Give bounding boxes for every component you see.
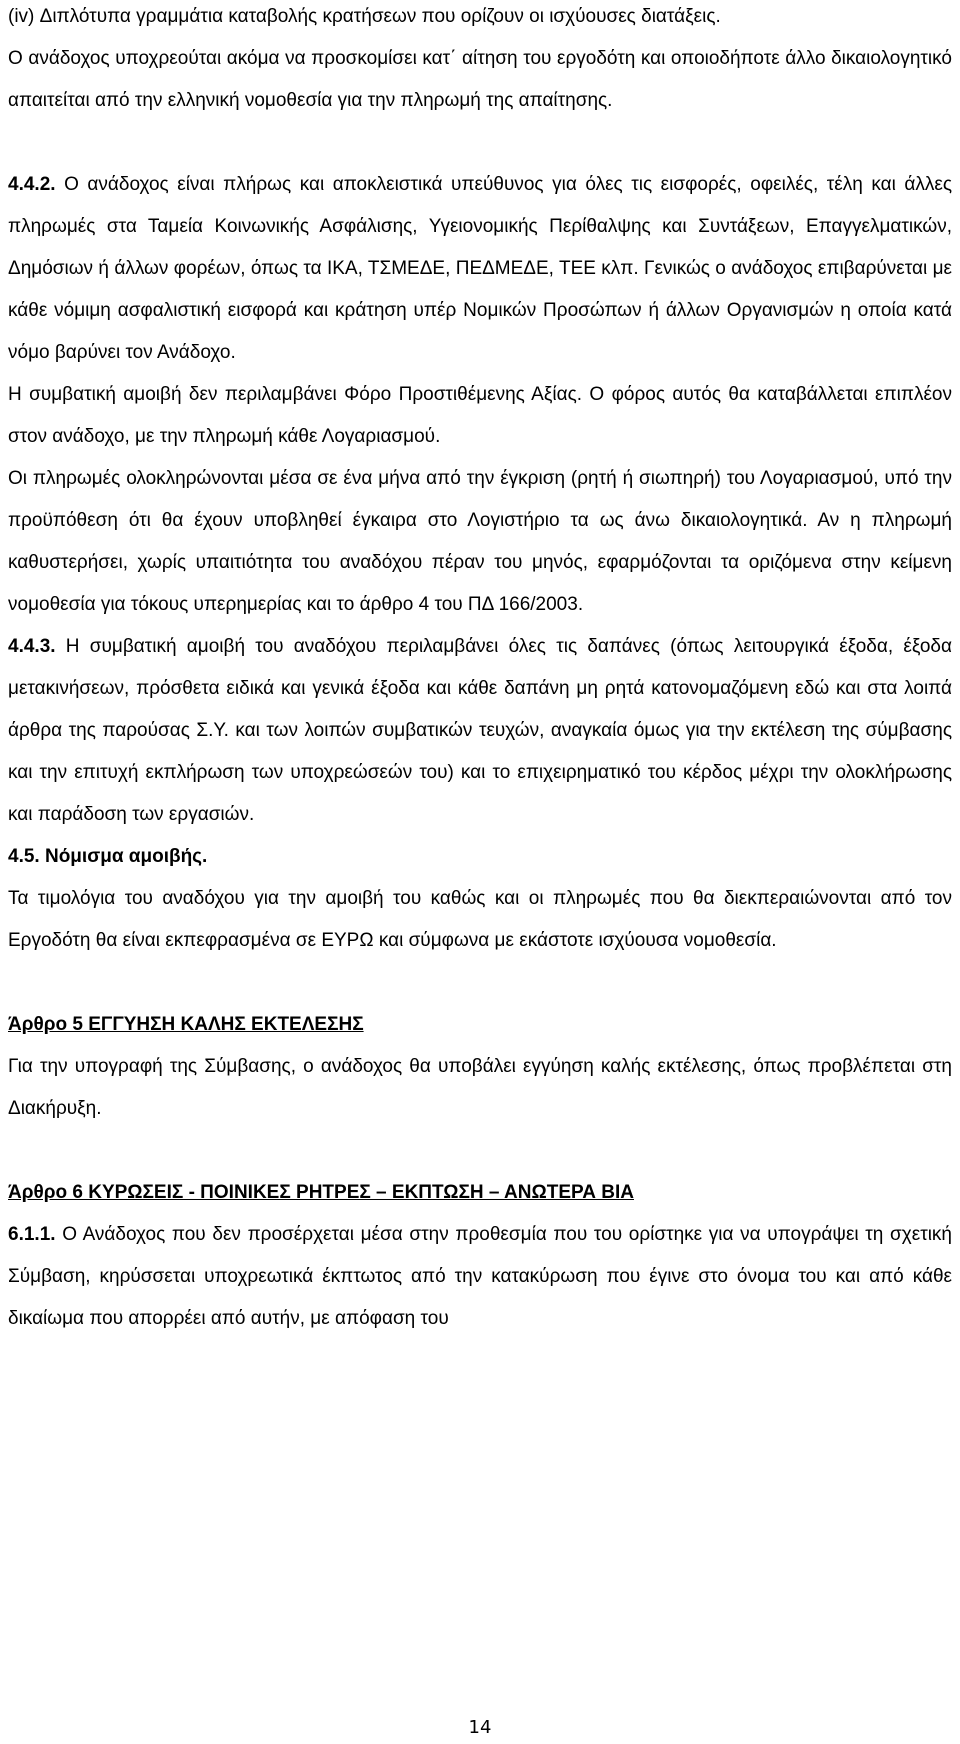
page-number: 14 (468, 1717, 492, 1738)
section-number-4-4-2: 4.4.2. (8, 174, 56, 195)
article-6-title: Άρθρο 6 ΚΥΡΩΣΕΙΣ - ΠΟΙΝΙΚΕΣ ΡΗΤΡΕΣ – ΕΚΠΤΩΣΗ – ΑΝΩΤΕΡΑ ΒΙΑ (8, 1182, 634, 1203)
paragraph-4-4-2 (8, 164, 952, 374)
section-number-4-4-3: 4.4.3. (8, 636, 56, 657)
paragraph-article-5: Για την υπογραφή της Σύμβασης, ο ανάδοχος θα υποβάλει εγγύηση καλής εκτέλεσης, όπως προβλέπεται στη Διακήρυξη. (8, 1056, 952, 1119)
section-number-6-1-1: 6.1.1. (8, 1224, 56, 1245)
spacer (8, 1130, 952, 1172)
section-text-4-4-3: Η συμβατική αμοιβή του αναδόχου περιλαμβάνει όλες τις δαπάνες (όπως λειτουργικά έξοδα, έξοδα μετακινήσεων, πρόσθετα ειδικά και γενικά έξοδα και κάθε δαπάνη μη ρητά κατονομαζόμενη εδώ και στα λοιπά άρθρα της παρούσας Σ.Υ. και των λοιπών συμβατικών τευχών, αναγκαία όμως για την εκτέλεση της σύμβασης και την επιτυχή εκπλήρωση των υποχρεώσεών του) και το επιχειρηματικό του κέρδος μέχρι την ολοκλήρωσης και παράδοση των εργασιών. (8, 636, 952, 825)
paragraph-vat: Η συμβατική αμοιβή δεν περιλαμβάνει Φόρο Προστιθέμενης Αξίας. Ο φόρος αυτός θα καταβάλλεται επιπλέον στον ανάδοχο, με την πληρωμή κάθε Λογαριασμού. (8, 384, 952, 447)
line-intro-1: (iv) Διπλότυπα γραμμάτια καταβολής κρατήσεων που ορίζουν οι ισχύουσες διατάξεις. (8, 6, 721, 27)
paragraph-4-4-3 (8, 626, 952, 836)
paragraph-intro-2: Ο ανάδοχος υποχρεούται ακόμα να προσκομίσει κατ΄ αίτηση του εργοδότη και οποιοδήποτε άλλο δικαιολογητικό απαιτείται από την ελληνική νομοθεσία για την πληρωμή της απαίτησης. (8, 48, 952, 111)
spacer (8, 122, 952, 164)
article-5-title: Άρθρο 5 ΕΓΓΥΗΣΗ ΚΑΛΗΣ ΕΚΤΕΛΕΣΗΣ (8, 1014, 364, 1035)
section-text-4-4-2: Ο ανάδοχος είναι πλήρως και αποκλειστικά υπεύθυνος για όλες τις εισφορές, οφειλές, τέλη και άλλες πληρωμές στα Ταμεία Κοινωνικής Ασφάλισης, Υγειονομικής Περίθαλψης και Συντάξεων, Επαγγελματικών, Δημόσιων ή άλλων φορέων, όπως τα ΙΚΑ, ΤΣΜΕΔΕ, ΠΕΔΜΕΔΕ, ΤΕΕ κλπ. Γενικώς ο ανάδοχος επιβαρύνεται με κάθε νόμιμη ασφαλιστική εισφορά και κράτηση υπέρ Νομικών Προσώπων ή άλλων Οργανισμών η οποία κατά νόμο βαρύνει τον Ανάδοχο. (8, 174, 952, 363)
paragraph-6-1-1 (8, 1214, 952, 1340)
spacer (8, 962, 952, 1004)
heading-4-5: 4.5. Νόμισμα αμοιβής. (8, 846, 208, 867)
document-page (8, 0, 952, 1340)
paragraph-4-5: Τα τιμολόγια του αναδόχου για την αμοιβή του καθώς και οι πληρωμές που θα διεκπεραιώνονται από τον Εργοδότη θα είναι εκπεφρασμένα σε ΕΥΡΩ και σύμφωνα με εκάστοτε ισχύουσα νομοθεσία. (8, 888, 952, 951)
paragraph-payments: Οι πληρωμές ολοκληρώνονται μέσα σε ένα μήνα από την έγκριση (ρητή ή σιωπηρή) του Λογαριασμού, υπό την προϋπόθεση ότι θα έχουν υποβληθεί έγκαιρα στο Λογιστήριο τα ως άνω δικαιολογητικά. Αν η πληρωμή καθυστερήσει, χωρίς υπαιτιότητα του αναδόχου πέραν του μηνός, εφαρμόζονται τα οριζόμενα στην κείμενη νομοθεσία για τόκους υπερημερίας και το άρθρο 4 του ΠΔ 166/2003. (8, 468, 952, 615)
section-text-6-1-1: Ο Ανάδοχος που δεν προσέρχεται μέσα στην προθεσμία που του ορίστηκε για να υπογράψει τη σχετική Σύμβαση, κηρύσσεται υποχρεωτικά έκπτωτος από την κατακύρωση που έγινε στο όνομα του και από κάθε δικαίωμα που απορρέει από αυτήν, με απόφαση του (8, 1224, 952, 1329)
